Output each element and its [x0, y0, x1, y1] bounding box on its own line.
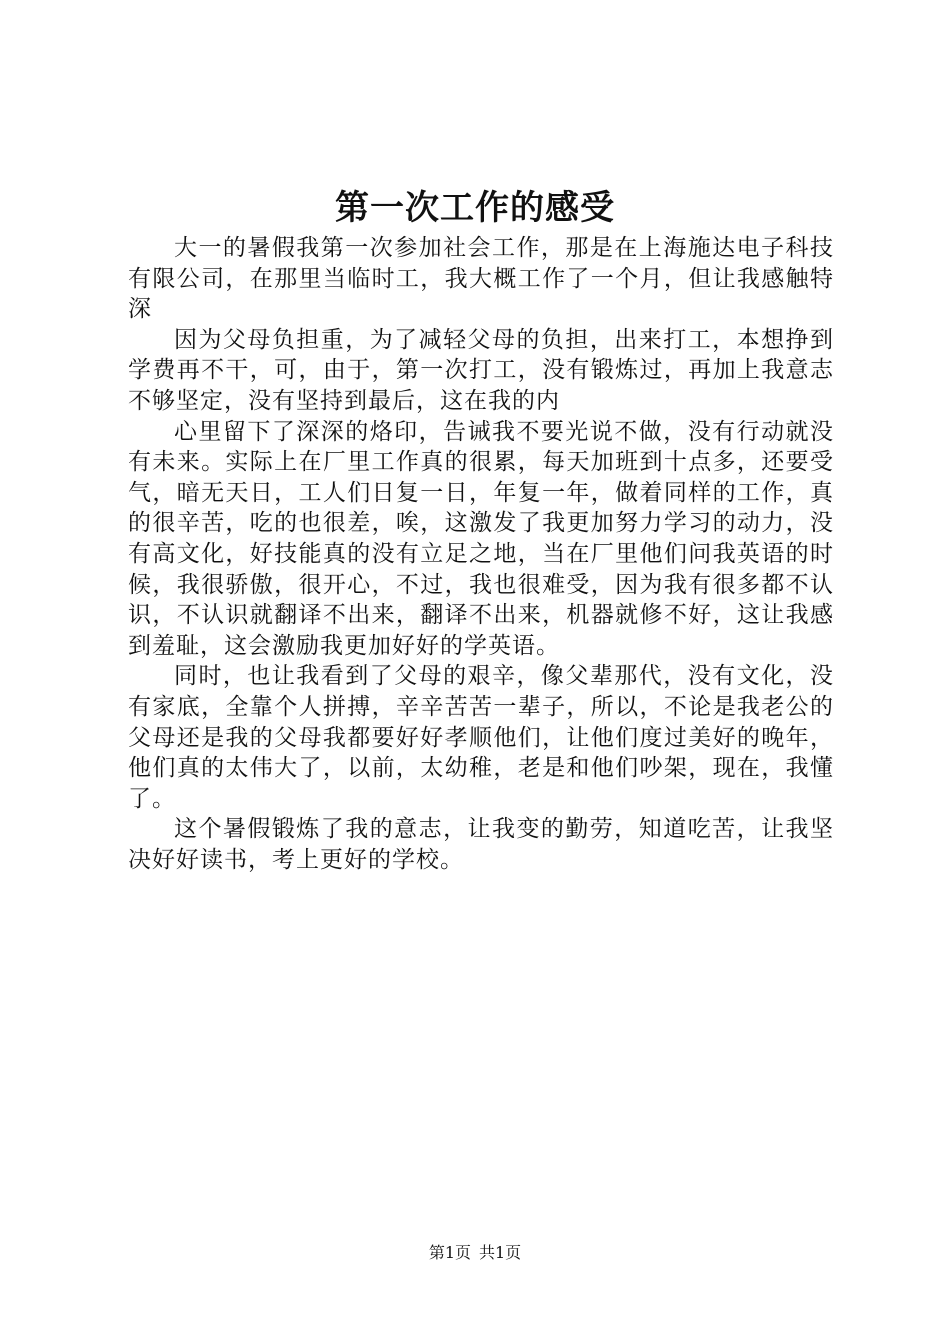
page-footer — [0, 1243, 950, 1263]
paragraph-5: 这个暑假锻炼了我的意志，让我变的勤劳，知道吃苦，让我坚决好好读书，考上更好的学校。 — [128, 816, 834, 873]
paragraph-3: 心里留下了深深的烙印，告诫我不要光说不做，没有行动就没有未来。实际上在厂里工作真的很累，每天加班到十点多，还要受气，暗无天日，工人们日复一日，年复一年，做着同样的工作，真的很辛苦，吃的也很差，唉，这激发了我更加努力学习的动力，没有高文化，好技能真的没有立足之地，当在厂里他们问我英语的时候，我很骄傲，很开心，不过，我也很难受，因为我有很多都不认识，不认识就翻译不出来，翻译不出来，机器就修不好，这让我感到羞耻，这会激励我更加好好的学英语。 — [128, 418, 834, 659]
document-title: 第一次工作的感受 — [335, 188, 615, 228]
paragraph-2: 因为父母负担重，为了减轻父母的负担，出来打工，本想挣到学费再不干，可，由于，第一次打工，没有锻炼过，再加上我意志不够坚定，没有坚持到最后，这在我的内 — [128, 326, 834, 414]
paragraph-1: 大一的暑假我第一次参加社会工作，那是在上海施达电子科技有限公司，在那里当临时工，我大概工作了一个月，但让我感触特深 — [128, 235, 834, 323]
document-body — [128, 233, 834, 875]
page-total: 共1页 — [479, 1243, 522, 1262]
paragraph-4: 同时，也让我看到了父母的艰辛，像父辈那代，没有文化，没有家底，全靠个人拼搏，辛辛苦苦一辈子，所以，不论是我老公的父母还是我的父母我都要好好孝顺他们，让他们度过美好的晚年，他们真的太伟大了，以前，太幼稚，老是和他们吵架，现在，我懂了。 — [128, 663, 834, 812]
page-number: 第1页 — [428, 1243, 471, 1262]
